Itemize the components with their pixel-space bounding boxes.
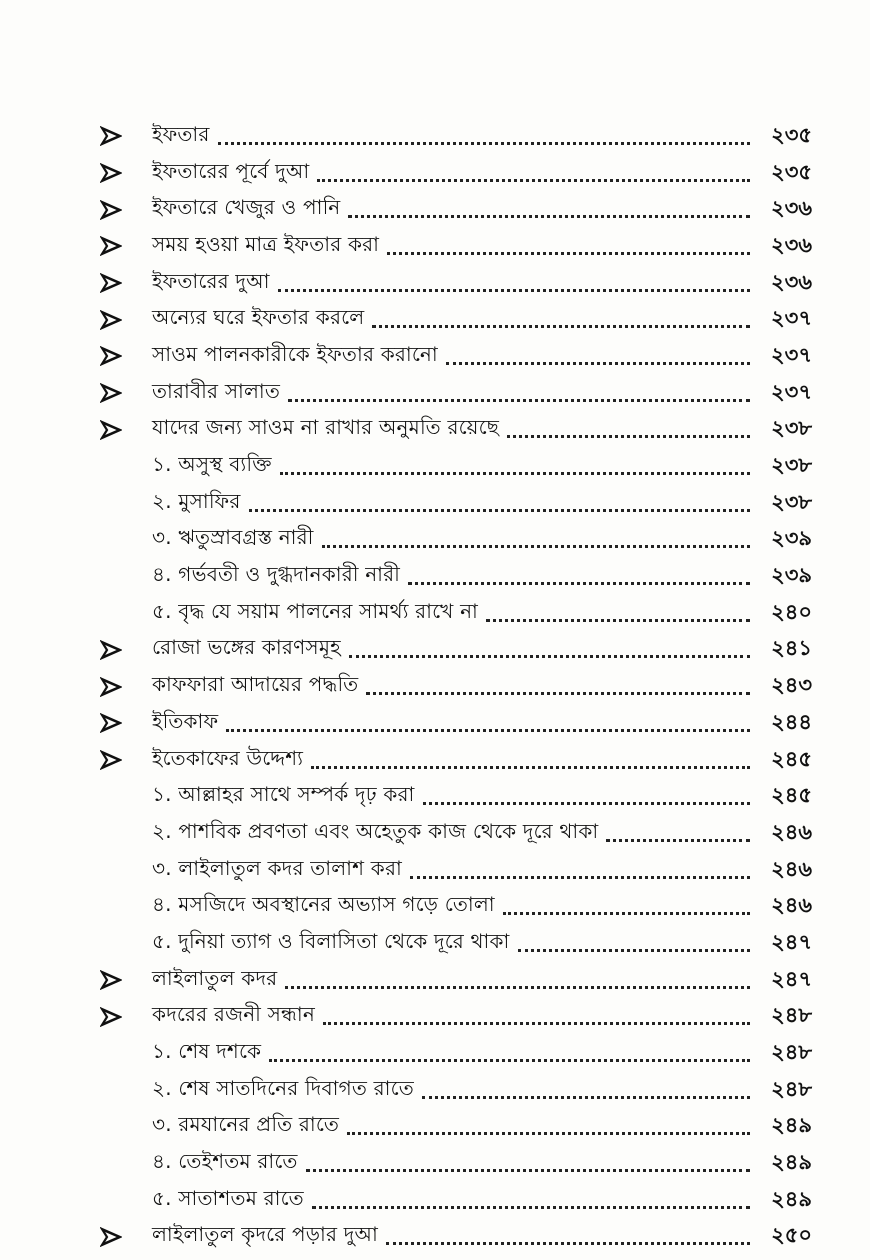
- toc-entry-title: ইতিকাফ: [152, 708, 219, 733]
- arrow-bullet-icon: [100, 713, 152, 733]
- toc-entry-title: ১. আল্লাহর সাথে সম্পর্ক দৃঢ় করা: [152, 782, 415, 807]
- toc-entry-page: ২৪৫: [771, 783, 812, 808]
- dot-leader: [348, 195, 750, 218]
- toc-entry-title: ৪. গর্ভবতী ও দুগ্ধদানকারী নারী: [152, 562, 401, 587]
- arrow-bullet-icon: [100, 970, 152, 990]
- toc-entry-title: অন্যের ঘরে ইফতার করলে: [152, 305, 365, 330]
- toc-entry: [100, 375, 812, 412]
- dot-leader: [269, 1039, 750, 1062]
- dot-leader: [518, 929, 751, 952]
- toc-entry-title: ইফতারের পূর্বে দুআ: [152, 158, 310, 183]
- dot-leader: [386, 1222, 750, 1245]
- toc-entry-title: ৫. সাতাশতম রাতে: [152, 1185, 304, 1210]
- arrow-bullet-icon: [100, 1227, 152, 1247]
- dot-leader: [347, 1112, 750, 1135]
- toc-entry-page: ২৩৬: [771, 269, 812, 294]
- toc-entry-page: ২৩৭: [771, 342, 812, 367]
- toc-entry-title: ২. মুসাফির: [152, 488, 241, 513]
- toc-entry: [100, 888, 812, 925]
- dot-leader: [285, 966, 750, 989]
- toc-entry-title: ৩. রমযানের প্রতি রাতে: [152, 1112, 340, 1137]
- toc-entry-page: ২৫০: [771, 1223, 812, 1248]
- toc-entry-page: ২৪৫: [771, 746, 812, 771]
- toc-entry: [100, 1035, 812, 1072]
- dot-leader: [306, 1149, 750, 1172]
- toc-entry-title: যাদের জন্য সাওম না রাখার অনুমতি রয়েছে: [152, 415, 500, 440]
- toc-entry: [100, 265, 812, 302]
- dot-leader: [322, 525, 750, 548]
- toc-entry-title: ৩. ঋতুস্রাবগ্রস্ত নারী: [152, 525, 314, 550]
- toc-entry-title: ৫. বৃদ্ধ যে সয়াম পালনের সামর্থ্য রাখে না: [152, 598, 479, 623]
- toc-entry-page: ২৩৭: [771, 306, 812, 331]
- toc-entry-page: ২৪০: [771, 599, 812, 624]
- toc-entry: [100, 155, 812, 192]
- arrow-bullet-icon: [100, 236, 152, 256]
- toc-entry: [100, 742, 812, 779]
- toc-entry: [100, 1072, 812, 1109]
- toc-entry-page: ২৩৫: [771, 122, 812, 147]
- toc-entry-page: ২৩৭: [771, 379, 812, 404]
- dot-leader: [288, 379, 750, 402]
- toc-entry-page: ২৪৪: [771, 709, 812, 734]
- toc-entry-title: লাইলাতুল কদর: [152, 965, 278, 990]
- toc-entry-page: ২৩৮: [771, 489, 812, 514]
- toc-entry-page: ২৪৯: [771, 1113, 812, 1138]
- toc-entry-page: ২৪৬: [771, 819, 812, 844]
- toc-entry-title: ২. পাশবিক প্রবণতা এবং অহেতুক কাজ থেকে দূরে থাকা: [152, 818, 599, 843]
- toc-entry-title: ১. শেষ দশকে: [152, 1039, 262, 1064]
- toc-entry: [100, 852, 812, 889]
- arrow-bullet-icon: [100, 750, 152, 770]
- toc-entry-page: ২৩৯: [771, 563, 812, 588]
- dot-leader: [372, 305, 750, 328]
- toc-entry-page: ২৪৮: [771, 1040, 812, 1065]
- toc-entry: [100, 778, 812, 815]
- toc-entry: [100, 668, 812, 705]
- toc-entry-page: ২৪৮: [771, 1003, 812, 1028]
- toc-entry: [100, 485, 812, 522]
- toc-entry: [100, 522, 812, 559]
- arrow-bullet-icon: [100, 1007, 152, 1027]
- toc-entry-page: ২৩৫: [771, 159, 812, 184]
- dot-leader: [349, 635, 750, 658]
- toc-entry: [100, 925, 812, 962]
- toc-entry: [100, 558, 812, 595]
- toc-entry-title: ৪. মসজিদে অবস্থানের অভ্যাস গড়ে তোলা: [152, 892, 495, 917]
- toc-entry-page: ২৪৮: [771, 1076, 812, 1101]
- arrow-bullet-icon: [100, 273, 152, 293]
- toc-entry: [100, 632, 812, 669]
- toc-entry-title: কাফফারা আদায়ের পদ্ধতি: [152, 672, 359, 697]
- toc-entry: [100, 595, 812, 632]
- toc-entry-page: ২৩৮: [771, 453, 812, 478]
- toc-entry-page: ২৩৬: [771, 196, 812, 221]
- dot-leader: [280, 452, 750, 475]
- arrow-bullet-icon: [100, 383, 152, 403]
- dot-leader: [312, 1186, 750, 1209]
- toc-entry-title: সাওম পালনকারীকে ইফতার করানো: [152, 341, 438, 366]
- toc-entry: [100, 1182, 812, 1219]
- toc-entry: [100, 962, 812, 999]
- toc-entry-page: ২৪৭: [771, 929, 812, 954]
- toc-entry-title: ১. অসুস্থ ব্যক্তি: [152, 452, 272, 477]
- dot-leader: [486, 599, 750, 622]
- arrow-bullet-icon: [100, 310, 152, 330]
- toc-entry: [100, 191, 812, 228]
- arrow-bullet-icon: [100, 677, 152, 697]
- dot-leader: [249, 489, 750, 512]
- dot-leader: [311, 746, 750, 769]
- toc-entry-page: ২৩৯: [771, 526, 812, 551]
- dot-leader: [507, 415, 750, 438]
- toc-entry-title: ইফতার: [152, 121, 210, 146]
- table-of-contents: [100, 118, 812, 1255]
- toc-entry-title: ৩. লাইলাতুল কদর তালাশ করা: [152, 855, 402, 880]
- dot-leader: [606, 819, 750, 842]
- dot-leader: [503, 892, 750, 915]
- arrow-bullet-icon: [100, 640, 152, 660]
- dot-leader: [226, 709, 750, 732]
- toc-entry-page: ২৪৯: [771, 1150, 812, 1175]
- toc-entry-title: তারাবীর সালাত: [152, 378, 281, 403]
- toc-entry: [100, 1219, 812, 1256]
- arrow-bullet-icon: [100, 200, 152, 220]
- toc-entry-page: ২৪৩: [771, 673, 812, 698]
- dot-leader: [446, 342, 750, 365]
- toc-entry: [100, 228, 812, 265]
- arrow-bullet-icon: [100, 346, 152, 366]
- toc-entry-title: ২. শেষ সাতদিনের দিবাগত রাতে: [152, 1075, 414, 1100]
- toc-entry: [100, 999, 812, 1036]
- dot-leader: [410, 856, 750, 879]
- toc-entry-page: ২৪৬: [771, 856, 812, 881]
- toc-entry: [100, 1109, 812, 1146]
- dot-leader: [323, 1002, 750, 1025]
- toc-entry-page: ২৩৮: [771, 416, 812, 441]
- toc-entry-title: ৪. তেইশতম রাতে: [152, 1149, 298, 1174]
- toc-entry: [100, 338, 812, 375]
- dot-leader: [218, 122, 750, 145]
- dot-leader: [423, 782, 750, 805]
- toc-entry-page: ২৩৬: [771, 232, 812, 257]
- toc-entry-title: রোজা ভঙ্গের কারণসমূহ: [152, 635, 341, 660]
- toc-entry-page: ২৪৯: [771, 1186, 812, 1211]
- arrow-bullet-icon: [100, 126, 152, 146]
- toc-entry: [100, 705, 812, 742]
- dot-leader: [408, 562, 750, 585]
- toc-entry-title: কদরের রজনী সন্ধান: [152, 1002, 315, 1027]
- toc-entry-title: ৫. দুনিয়া ত্যাগ ও বিলাসিতা থেকে দূরে থাকা: [152, 928, 510, 953]
- dot-leader: [366, 672, 750, 695]
- toc-entry-title: ইতেকাফের উদ্দেশ্য: [152, 745, 304, 770]
- dot-leader: [317, 159, 750, 182]
- toc-entry-title: ইফতারের দুআ: [152, 268, 270, 293]
- toc-entry: [100, 448, 812, 485]
- toc-entry-title: লাইলাতুল কৃদরে পড়ার দুআ: [152, 1222, 379, 1247]
- toc-entry: [100, 118, 812, 155]
- dot-leader: [422, 1076, 750, 1099]
- arrow-bullet-icon: [100, 163, 152, 183]
- toc-entry: [100, 815, 812, 852]
- toc-entry-title: সময় হওয়া মাত্র ইফতার করা: [152, 231, 380, 256]
- toc-entry: [100, 412, 812, 449]
- toc-entry-page: ২৪১: [771, 636, 812, 661]
- toc-entry-page: ২৪৬: [771, 893, 812, 918]
- toc-entry: [100, 301, 812, 338]
- dot-leader: [387, 232, 750, 255]
- toc-entry: [100, 1145, 812, 1182]
- toc-entry-page: ২৪৭: [771, 966, 812, 991]
- toc-entry-title: ইফতারে খেজুর ও পানি: [152, 195, 341, 220]
- dot-leader: [278, 269, 750, 292]
- arrow-bullet-icon: [100, 420, 152, 440]
